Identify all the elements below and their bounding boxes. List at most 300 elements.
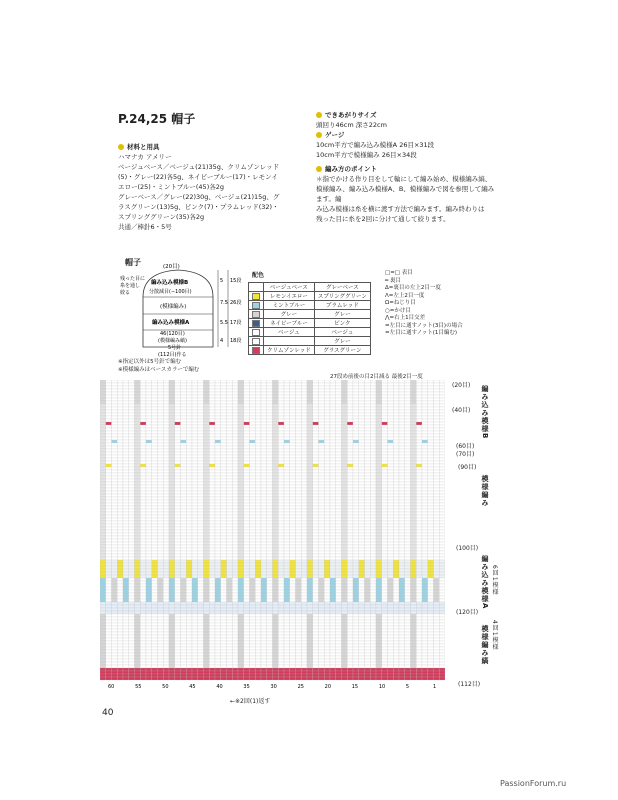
chart-cell — [140, 512, 146, 515]
chart-cell — [382, 461, 388, 464]
chart-cell — [313, 527, 319, 530]
chart-cell — [238, 587, 244, 590]
chart-cell — [221, 443, 227, 446]
chart-cell — [422, 482, 428, 485]
chart-cell — [192, 605, 198, 608]
chart-cell — [434, 515, 440, 518]
chart-cell — [301, 551, 307, 554]
chart-cell — [370, 554, 376, 557]
chart-cell — [198, 380, 204, 383]
chart-cell — [140, 422, 146, 425]
chart-cell — [255, 395, 261, 398]
chart-cell — [324, 440, 330, 443]
chart-cell — [428, 551, 434, 554]
chart-cell — [255, 443, 261, 446]
chart-cell — [117, 419, 123, 422]
chart-cell — [313, 587, 319, 590]
chart-cell — [163, 539, 169, 542]
chart-cell — [146, 572, 152, 575]
chart-cell — [439, 482, 445, 485]
chart-cell — [255, 434, 261, 437]
chart-cell — [416, 545, 422, 548]
chart-cell — [434, 413, 440, 416]
chart-cell — [428, 476, 434, 479]
chart-cell — [434, 605, 440, 608]
chart-cell — [388, 569, 394, 572]
chart-cell — [232, 449, 238, 452]
chart-cell — [261, 413, 267, 416]
chart-cell — [284, 506, 290, 509]
chart-cell — [158, 512, 164, 515]
chart-cell — [284, 410, 290, 413]
chart-cell — [146, 566, 152, 569]
chart-cell — [416, 434, 422, 437]
chart-cell — [405, 518, 411, 521]
band-label: (模様編み) — [160, 304, 187, 310]
chart-cell — [250, 563, 256, 566]
chart-cell — [273, 530, 279, 533]
chart-cell — [324, 605, 330, 608]
chart-cell — [204, 548, 210, 551]
chart-cell — [215, 428, 221, 431]
chart-cell — [353, 536, 359, 539]
chart-cell — [129, 476, 135, 479]
chart-cell — [186, 569, 192, 572]
chart-cell — [319, 551, 325, 554]
chart-cell — [198, 512, 204, 515]
chart-cell — [370, 500, 376, 503]
chart-cell — [186, 497, 192, 500]
chart-cell — [405, 584, 411, 587]
chart-cell — [388, 500, 394, 503]
chart-cell — [319, 545, 325, 548]
chart-cell — [324, 503, 330, 506]
chart-cell — [353, 464, 359, 467]
chart-cell — [353, 596, 359, 599]
chart-cell — [359, 503, 365, 506]
chart-cell — [388, 617, 394, 620]
chart-cell — [267, 563, 273, 566]
chart-cell — [117, 401, 123, 404]
chart-cell — [146, 578, 152, 581]
chart-cell — [342, 542, 348, 545]
chart-cell — [215, 521, 221, 524]
chart-cell — [250, 422, 256, 425]
chart-cell — [163, 485, 169, 488]
chart-cell — [117, 605, 123, 608]
chart-cell — [244, 467, 250, 470]
chart-cell — [313, 608, 319, 611]
chart-cell — [284, 407, 290, 410]
chart-cell — [163, 548, 169, 551]
chart-cell — [347, 392, 353, 395]
chart-cell — [359, 614, 365, 617]
chart-cell — [365, 482, 371, 485]
chart-cell — [313, 578, 319, 581]
chart-cell — [158, 581, 164, 584]
chart-cell — [163, 461, 169, 464]
chart-cell — [428, 410, 434, 413]
chart-cell — [347, 443, 353, 446]
chart-cell — [428, 398, 434, 401]
chart-cell — [416, 440, 422, 443]
chart-cell — [261, 476, 267, 479]
chart-cell — [238, 533, 244, 536]
chart-cell — [273, 404, 279, 407]
chart-cell — [359, 542, 365, 545]
chart-cell — [370, 545, 376, 548]
chart-cell — [117, 449, 123, 452]
chart-cell — [169, 452, 175, 455]
chart-cell — [342, 557, 348, 560]
chart-cell — [347, 590, 353, 593]
chart-cell — [319, 620, 325, 623]
chart-cell — [192, 578, 198, 581]
chart-cell — [209, 554, 215, 557]
chart-cell — [405, 383, 411, 386]
chart-cell — [158, 617, 164, 620]
chart-cell — [376, 422, 382, 425]
chart-cell — [140, 479, 146, 482]
chart-cell — [117, 446, 123, 449]
chart-cell — [439, 602, 445, 605]
chart-cell — [146, 389, 152, 392]
chart-cell — [278, 515, 284, 518]
chart-cell — [232, 548, 238, 551]
chart-cell — [198, 602, 204, 605]
chart-cell — [439, 389, 445, 392]
chart-cell — [169, 533, 175, 536]
chart-cell — [399, 533, 405, 536]
chart-cell — [307, 587, 313, 590]
chart-cell — [232, 530, 238, 533]
chart-cell — [313, 446, 319, 449]
chart-cell — [135, 383, 141, 386]
chart-cell — [399, 599, 405, 602]
chart-cell — [146, 545, 152, 548]
chart-cell — [313, 584, 319, 587]
chart-cell — [416, 452, 422, 455]
chart-cell — [238, 497, 244, 500]
chart-cell — [290, 587, 296, 590]
chart-cell — [135, 578, 141, 581]
chart-cell — [347, 488, 353, 491]
chart-cell — [422, 488, 428, 491]
chart-cell — [112, 500, 118, 503]
chart-cell — [416, 572, 422, 575]
chart-cell — [186, 503, 192, 506]
chart-cell — [175, 518, 181, 521]
chart-cell — [428, 503, 434, 506]
chart-cell — [439, 587, 445, 590]
chart-cell — [313, 485, 319, 488]
chart-cell — [422, 476, 428, 479]
chart-cell — [215, 458, 221, 461]
chart-cell — [255, 419, 261, 422]
chart-cell — [393, 575, 399, 578]
chart-cell — [163, 395, 169, 398]
chart-cell — [209, 419, 215, 422]
chart-cell — [106, 503, 112, 506]
chart-cell — [393, 470, 399, 473]
chart-cell — [353, 497, 359, 500]
chart-cell — [238, 539, 244, 542]
chart-cell — [209, 407, 215, 410]
chart-cell — [123, 563, 129, 566]
chart-cell — [399, 392, 405, 395]
chart-cell — [411, 566, 417, 569]
chart-cell — [273, 464, 279, 467]
chart-cell — [411, 386, 417, 389]
chart-cell — [129, 449, 135, 452]
chart-cell — [227, 578, 233, 581]
chart-cell — [399, 572, 405, 575]
chart-cell — [359, 563, 365, 566]
chart-cell — [370, 440, 376, 443]
chart-cell — [370, 530, 376, 533]
chart-cell — [382, 383, 388, 386]
chart-cell — [221, 497, 227, 500]
chart-cell — [365, 380, 371, 383]
chart-cell — [163, 389, 169, 392]
chart-cell — [186, 509, 192, 512]
chart-cell — [370, 452, 376, 455]
chart-cell — [117, 452, 123, 455]
chart-cell — [290, 581, 296, 584]
chart-cell — [278, 443, 284, 446]
chart-cell — [416, 497, 422, 500]
chart-cell — [146, 383, 152, 386]
chart-cell — [273, 512, 279, 515]
chart-cell — [192, 470, 198, 473]
chart-cell — [123, 620, 129, 623]
chart-cell — [347, 515, 353, 518]
chart-cell — [347, 587, 353, 590]
diagram-label: 帽子 — [125, 258, 141, 267]
chart-cell — [342, 395, 348, 398]
chart-cell — [250, 389, 256, 392]
chart-cell — [353, 395, 359, 398]
chart-cell — [227, 443, 233, 446]
chart-cell — [123, 458, 129, 461]
chart-cell — [359, 506, 365, 509]
chart-cell — [215, 545, 221, 548]
chart-cell — [439, 419, 445, 422]
chart-cell — [370, 527, 376, 530]
chart-cell — [227, 497, 233, 500]
chart-cell — [244, 461, 250, 464]
chart-cell — [273, 596, 279, 599]
chart-cell — [146, 416, 152, 419]
chart-cell — [296, 452, 302, 455]
chart-cell — [399, 596, 405, 599]
chart-cell — [135, 497, 141, 500]
chart-cell — [181, 380, 187, 383]
chart-cell — [273, 572, 279, 575]
chart-cell — [152, 578, 158, 581]
chart-cell — [353, 608, 359, 611]
chart-cell — [342, 554, 348, 557]
chart-cell — [198, 623, 204, 626]
chart-cell — [434, 476, 440, 479]
chart-cell — [278, 521, 284, 524]
chart-cell — [163, 428, 169, 431]
chart-cell — [261, 473, 267, 476]
chart-cell — [100, 506, 106, 509]
chart-cell — [181, 515, 187, 518]
chart-cell — [290, 419, 296, 422]
chart-cell — [232, 587, 238, 590]
chart-cell — [324, 590, 330, 593]
chart-cell — [324, 596, 330, 599]
chart-cell — [232, 440, 238, 443]
chart-cell — [129, 566, 135, 569]
chart-cell — [393, 578, 399, 581]
chart-cell — [169, 467, 175, 470]
chart-cell — [181, 437, 187, 440]
chart-cell — [181, 605, 187, 608]
chart-cell — [353, 434, 359, 437]
chart-cell — [227, 386, 233, 389]
chart-cell — [365, 404, 371, 407]
chart-cell — [307, 548, 313, 551]
chart-cell — [324, 416, 330, 419]
chart-cell — [307, 473, 313, 476]
chart-cell — [250, 500, 256, 503]
chart-cell — [284, 470, 290, 473]
chart-cell — [382, 470, 388, 473]
chart-cell — [336, 587, 342, 590]
chart-cell — [290, 494, 296, 497]
chart-cell — [175, 491, 181, 494]
chart-cell — [359, 401, 365, 404]
chart-cell — [232, 551, 238, 554]
chart-cell — [405, 596, 411, 599]
chart-cell — [129, 533, 135, 536]
chart-cell — [204, 488, 210, 491]
chart-cell — [221, 389, 227, 392]
chart-cell — [342, 461, 348, 464]
chart-cell — [434, 575, 440, 578]
chart-cell — [106, 440, 112, 443]
chart-cell — [307, 596, 313, 599]
chart-cell — [273, 437, 279, 440]
chart-cell — [163, 608, 169, 611]
chart-cell — [267, 566, 273, 569]
chart-cell — [439, 428, 445, 431]
chart-cell — [117, 392, 123, 395]
chart-cell — [100, 389, 106, 392]
chart-cell — [204, 410, 210, 413]
chart-cell — [209, 530, 215, 533]
chart-cell — [296, 422, 302, 425]
chart-cell — [135, 494, 141, 497]
chart-cell — [238, 560, 244, 563]
chart-cell — [353, 386, 359, 389]
chart-cell — [198, 407, 204, 410]
chart-cell — [370, 602, 376, 605]
chart-cell — [434, 452, 440, 455]
chart-cell — [204, 518, 210, 521]
chart-cell — [370, 437, 376, 440]
chart-cell — [100, 383, 106, 386]
chart-cell — [399, 425, 405, 428]
chart-cell — [192, 563, 198, 566]
chart-cell — [123, 431, 129, 434]
chart-cell — [181, 467, 187, 470]
chart-cell — [439, 608, 445, 611]
chart-cell — [439, 557, 445, 560]
chart-cell — [416, 458, 422, 461]
chart-cell — [393, 581, 399, 584]
chart-cell — [347, 584, 353, 587]
chart-cell — [238, 398, 244, 401]
symbol-item: =左目に通すノット(3目)の場合 — [385, 322, 463, 329]
chart-cell — [123, 443, 129, 446]
chart-cell — [244, 509, 250, 512]
materials-line: 共通／棒針6・5号 — [118, 223, 172, 231]
chart-cell — [347, 449, 353, 452]
chart-cell — [353, 380, 359, 383]
chart-cell — [290, 410, 296, 413]
chart-cell — [428, 401, 434, 404]
chart-cell — [278, 473, 284, 476]
chart-cell — [198, 542, 204, 545]
chart-cell — [365, 593, 371, 596]
chart-cell — [330, 386, 336, 389]
chart-cell — [428, 407, 434, 410]
chart-cell — [267, 599, 273, 602]
chart-cell — [186, 437, 192, 440]
chart-cell — [163, 575, 169, 578]
chart-cell — [376, 398, 382, 401]
chart-cell — [146, 446, 152, 449]
chart-cell — [181, 422, 187, 425]
chart-cell — [330, 482, 336, 485]
chart-cell — [307, 467, 313, 470]
chart-cell — [284, 428, 290, 431]
chart-cell — [100, 608, 106, 611]
chart-cell — [261, 482, 267, 485]
chart-cell — [290, 521, 296, 524]
chart-cell — [307, 500, 313, 503]
chart-cell — [135, 380, 141, 383]
chart-cell — [382, 476, 388, 479]
chart-cell — [365, 443, 371, 446]
chart-cell — [198, 611, 204, 614]
chart-cell — [428, 440, 434, 443]
chart-cell — [186, 425, 192, 428]
chart-cell — [129, 521, 135, 524]
chart-cell — [301, 563, 307, 566]
chart-cell — [324, 614, 330, 617]
chart-cell — [140, 545, 146, 548]
chart-cell — [186, 587, 192, 590]
chart-cell — [244, 596, 250, 599]
chart-cell — [232, 392, 238, 395]
chart-cell — [198, 446, 204, 449]
chart-cell — [399, 602, 405, 605]
chart-cell — [284, 479, 290, 482]
chart-cell — [112, 413, 118, 416]
chart-cell — [405, 566, 411, 569]
chart-cell — [204, 611, 210, 614]
chart-cell — [428, 446, 434, 449]
chart-cell — [319, 431, 325, 434]
chart-cell — [330, 503, 336, 506]
chart-cell — [342, 524, 348, 527]
chart-cell — [238, 395, 244, 398]
